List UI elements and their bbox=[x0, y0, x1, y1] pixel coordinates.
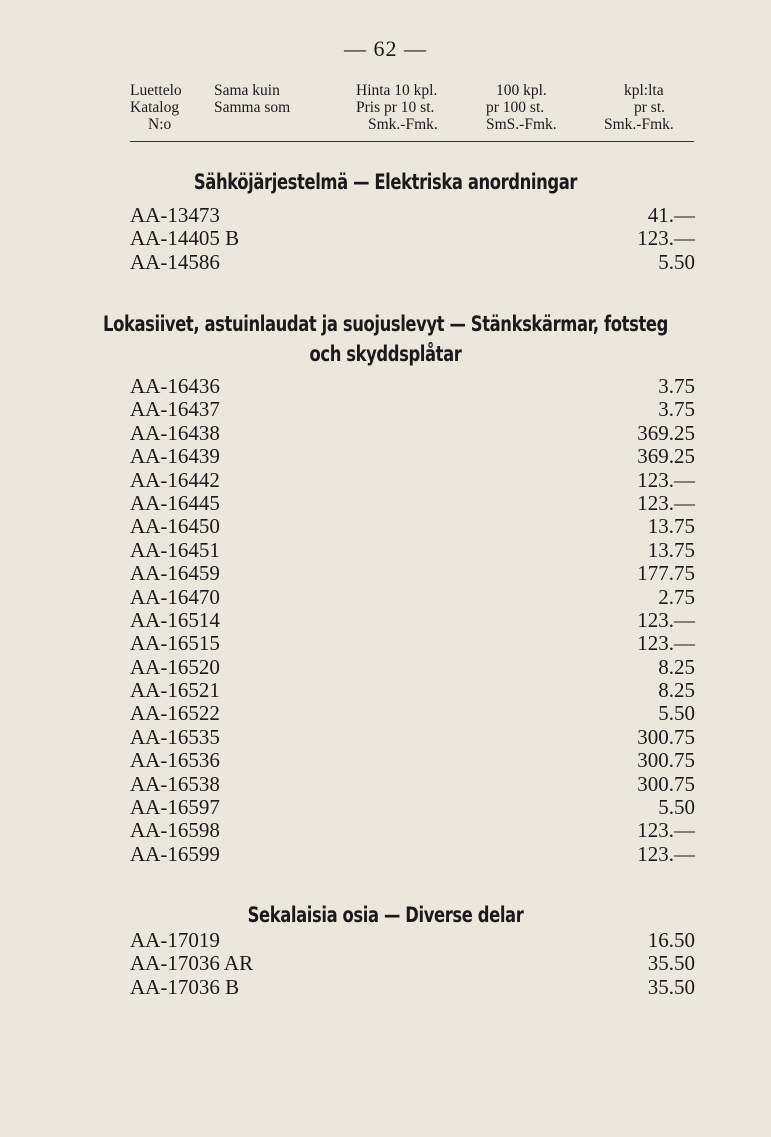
list-item bbox=[130, 469, 695, 492]
part-price: 3.75 bbox=[658, 397, 695, 422]
part-price: 300.75 bbox=[637, 748, 695, 773]
part-price: 369.25 bbox=[637, 444, 695, 469]
part-price: 123.— bbox=[637, 490, 695, 515]
header-col-price-10 bbox=[356, 82, 438, 133]
part-number: AA-16450 bbox=[130, 514, 220, 539]
part-number: AA-16522 bbox=[130, 701, 220, 726]
part-number: AA-16439 bbox=[130, 444, 220, 469]
list-item bbox=[130, 773, 695, 796]
header-text: Smk.-Fmk. bbox=[368, 116, 438, 133]
part-number: AA-17036 AR bbox=[130, 951, 254, 976]
section-mudguards-list bbox=[130, 375, 695, 866]
header-col-catalog-number bbox=[130, 82, 182, 133]
part-price: 8.25 bbox=[658, 654, 695, 679]
list-item bbox=[130, 586, 695, 609]
list-item bbox=[130, 819, 695, 842]
part-number: AA-16598 bbox=[130, 818, 220, 843]
list-item bbox=[130, 952, 695, 975]
part-price: 35.50 bbox=[647, 974, 695, 999]
list-item bbox=[130, 562, 695, 585]
part-price: 13.75 bbox=[647, 514, 695, 539]
part-price: 177.75 bbox=[637, 561, 695, 586]
header-text: Samma som bbox=[214, 99, 291, 116]
part-number: AA-16599 bbox=[130, 841, 220, 866]
list-item bbox=[130, 632, 695, 655]
part-price: 2.75 bbox=[658, 584, 695, 609]
list-item bbox=[130, 227, 695, 250]
part-number: AA-17019 bbox=[130, 928, 220, 952]
part-price: 3.75 bbox=[658, 374, 695, 398]
part-number: AA-13473 bbox=[130, 203, 220, 227]
part-price: 123.— bbox=[637, 467, 695, 492]
page-number: — 62 — bbox=[344, 36, 427, 61]
header-text: Hinta 10 kpl. bbox=[356, 82, 438, 99]
part-price: 35.50 bbox=[647, 951, 695, 976]
header-text: Luettelo bbox=[130, 82, 182, 99]
part-price: 5.50 bbox=[658, 701, 695, 726]
part-price: 123.— bbox=[637, 226, 695, 251]
list-item bbox=[130, 702, 695, 725]
list-item bbox=[130, 656, 695, 679]
list-item bbox=[130, 251, 695, 274]
part-number: AA-16597 bbox=[130, 795, 220, 820]
section-electrical-list bbox=[130, 204, 695, 274]
header-col-price-each bbox=[604, 82, 674, 133]
part-price: 5.50 bbox=[658, 249, 695, 274]
part-price: 5.50 bbox=[658, 795, 695, 820]
section-title-mudguards-line2: och skyddsplåtar bbox=[309, 342, 462, 366]
list-item bbox=[130, 843, 695, 866]
list-item bbox=[130, 726, 695, 749]
part-price: 8.25 bbox=[658, 678, 695, 703]
section-misc-list bbox=[130, 929, 695, 999]
header-text: Katalog bbox=[130, 99, 180, 116]
part-number: AA-16438 bbox=[130, 420, 220, 445]
part-number: AA-16514 bbox=[130, 607, 220, 632]
header-text: kpl:lta bbox=[624, 82, 664, 99]
part-number: AA-17036 B bbox=[130, 974, 240, 999]
part-number: AA-16451 bbox=[130, 537, 220, 562]
header-divider bbox=[130, 141, 694, 142]
list-item bbox=[130, 492, 695, 515]
list-item bbox=[130, 976, 695, 999]
part-price: 123.— bbox=[637, 631, 695, 656]
list-item bbox=[130, 609, 695, 632]
part-number: AA-16437 bbox=[130, 397, 220, 422]
header-text: pr st. bbox=[634, 99, 665, 116]
part-number: AA-16521 bbox=[130, 678, 220, 703]
list-item bbox=[130, 398, 695, 421]
header-text: 100 kpl. bbox=[496, 82, 547, 99]
part-price: 300.75 bbox=[637, 771, 695, 796]
section-title-mudguards: Lokasiivet, astuinlaudat ja suojuslevyt — Stänkskärmar, fotsteg bbox=[103, 312, 668, 336]
part-price: 123.— bbox=[637, 841, 695, 866]
part-number: AA-14405 B bbox=[130, 226, 240, 251]
part-price: 369.25 bbox=[637, 420, 695, 445]
header-text: Smk.-Fmk. bbox=[604, 116, 674, 133]
header-text: SmS.-Fmk. bbox=[486, 116, 557, 133]
part-price: 16.50 bbox=[647, 928, 695, 952]
part-number: AA-16536 bbox=[130, 748, 220, 773]
part-number: AA-16515 bbox=[130, 631, 220, 656]
header-text: pr 100 st. bbox=[486, 99, 545, 116]
part-number: AA-16459 bbox=[130, 561, 220, 586]
header-col-price-100 bbox=[486, 82, 557, 133]
list-item bbox=[130, 539, 695, 562]
part-number: AA-16538 bbox=[130, 771, 220, 796]
list-item bbox=[130, 796, 695, 819]
part-number: AA-16535 bbox=[130, 724, 220, 749]
list-item bbox=[130, 422, 695, 445]
part-price: 13.75 bbox=[647, 537, 695, 562]
list-item bbox=[130, 375, 695, 398]
part-number: AA-16445 bbox=[130, 490, 220, 515]
section-title-misc: Sekalaisia osia — Diverse delar bbox=[247, 903, 524, 927]
part-number: AA-16470 bbox=[130, 584, 220, 609]
list-item bbox=[130, 749, 695, 772]
part-price: 123.— bbox=[637, 818, 695, 843]
part-number: AA-16520 bbox=[130, 654, 220, 679]
list-item bbox=[130, 679, 695, 702]
list-item bbox=[130, 204, 695, 227]
part-number: AA-16436 bbox=[130, 374, 220, 398]
header-text: Sama kuin bbox=[214, 82, 280, 99]
header-col-same-as bbox=[214, 82, 290, 116]
part-price: 41.— bbox=[647, 203, 695, 227]
list-item bbox=[130, 929, 695, 952]
part-price: 123.— bbox=[637, 607, 695, 632]
section-title-electrical: Sähköjärjestelmä — Elektriska anordningar bbox=[193, 170, 578, 194]
header-text: Pris pr 10 st. bbox=[356, 99, 435, 116]
header-text: N:o bbox=[148, 116, 172, 133]
list-item bbox=[130, 515, 695, 538]
part-number: AA-14586 bbox=[130, 249, 220, 274]
list-item bbox=[130, 445, 695, 468]
part-price: 300.75 bbox=[637, 724, 695, 749]
part-number: AA-16442 bbox=[130, 467, 220, 492]
